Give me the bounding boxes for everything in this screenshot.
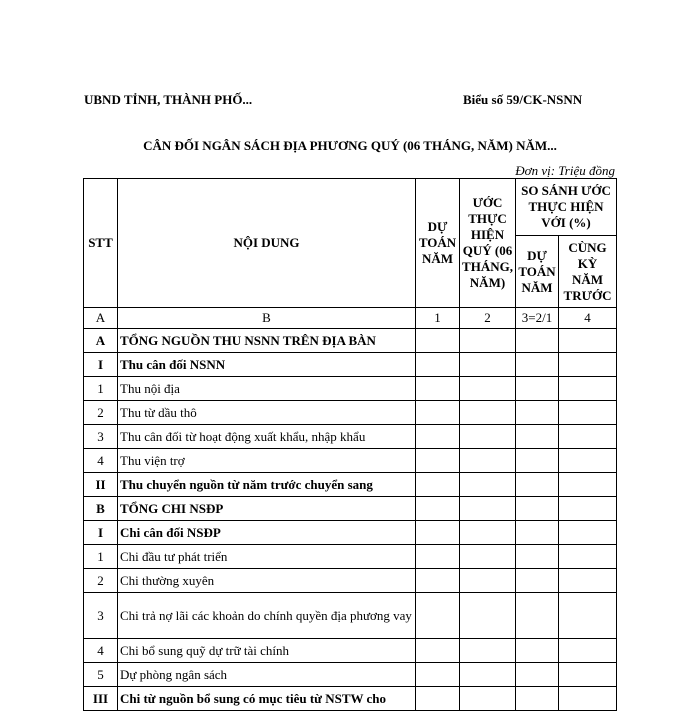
value-uoc-thuc-hien xyxy=(460,449,516,473)
value-du-toan-nam xyxy=(416,377,460,401)
value-du-toan-nam xyxy=(416,545,460,569)
value-so-sanh-cung-ky xyxy=(559,497,617,521)
value-so-sanh-du-toan xyxy=(516,593,559,639)
row-stt: 4 xyxy=(84,639,118,663)
row-stt: I xyxy=(84,521,118,545)
value-so-sanh-du-toan xyxy=(516,425,559,449)
value-du-toan-nam xyxy=(416,401,460,425)
table-row xyxy=(84,497,617,521)
header-uoc-thuc-hien: ƯỚC THỰC HIỆN QUÝ (06 THÁNG, NĂM) xyxy=(460,179,516,308)
value-du-toan-nam xyxy=(416,521,460,545)
value-uoc-thuc-hien xyxy=(460,663,516,687)
header-so-sanh-cung-ky: CÙNG KỲ NĂM TRƯỚC xyxy=(559,236,617,308)
value-uoc-thuc-hien xyxy=(460,401,516,425)
value-du-toan-nam xyxy=(416,425,460,449)
value-so-sanh-cung-ky xyxy=(559,425,617,449)
table-row xyxy=(84,353,617,377)
value-so-sanh-cung-ky xyxy=(559,593,617,639)
row-stt: 2 xyxy=(84,569,118,593)
table-row xyxy=(84,687,617,711)
row-stt: B xyxy=(84,497,118,521)
value-so-sanh-cung-ky xyxy=(559,353,617,377)
table-row xyxy=(84,377,617,401)
row-stt: 3 xyxy=(84,593,118,639)
value-du-toan-nam xyxy=(416,473,460,497)
row-content: Chi cân đối NSĐP xyxy=(118,521,416,545)
table-row xyxy=(84,521,617,545)
row-stt: III xyxy=(84,687,118,711)
header-du-toan-nam: DỰ TOÁN NĂM xyxy=(416,179,460,308)
column-index: 1 xyxy=(416,308,460,329)
row-content: TỔNG NGUỒN THU NSNN TRÊN ĐỊA BÀN xyxy=(118,329,416,353)
row-content: Chi từ nguồn bổ sung có mục tiêu từ NSTW cho xyxy=(118,687,416,711)
value-uoc-thuc-hien xyxy=(460,377,516,401)
header-so-sanh: SO SÁNH ƯỚC THỰC HIỆN VỚI (%) xyxy=(516,179,617,236)
value-so-sanh-du-toan xyxy=(516,329,559,353)
value-so-sanh-cung-ky xyxy=(559,473,617,497)
table-row xyxy=(84,639,617,663)
row-stt: II xyxy=(84,473,118,497)
value-du-toan-nam xyxy=(416,353,460,377)
row-stt: 3 xyxy=(84,425,118,449)
value-so-sanh-du-toan xyxy=(516,497,559,521)
value-so-sanh-du-toan xyxy=(516,377,559,401)
value-so-sanh-du-toan xyxy=(516,449,559,473)
value-uoc-thuc-hien xyxy=(460,569,516,593)
table-row xyxy=(84,449,617,473)
row-stt: 1 xyxy=(84,545,118,569)
row-stt: 4 xyxy=(84,449,118,473)
value-du-toan-nam xyxy=(416,449,460,473)
row-content: Dự phòng ngân sách xyxy=(118,663,416,687)
row-content: Thu cân đối NSNN xyxy=(118,353,416,377)
column-index: 2 xyxy=(460,308,516,329)
value-uoc-thuc-hien xyxy=(460,639,516,663)
form-number: Biểu số 59/CK-NSNN xyxy=(463,92,583,107)
value-uoc-thuc-hien xyxy=(460,425,516,449)
value-so-sanh-du-toan xyxy=(516,569,559,593)
table-row xyxy=(84,545,617,569)
value-so-sanh-cung-ky xyxy=(559,521,617,545)
row-content: Thu chuyển nguồn từ năm trước chuyển sang xyxy=(118,473,416,497)
budget-table xyxy=(83,178,617,711)
value-uoc-thuc-hien xyxy=(460,497,516,521)
value-so-sanh-cung-ky xyxy=(559,401,617,425)
table-row xyxy=(84,663,617,687)
header-so-sanh-du-toan: DỰ TOÁN NĂM xyxy=(516,236,559,308)
row-content: Thu từ dầu thô xyxy=(118,401,416,425)
column-index: B xyxy=(118,308,416,329)
value-uoc-thuc-hien xyxy=(460,329,516,353)
value-du-toan-nam xyxy=(416,687,460,711)
value-uoc-thuc-hien xyxy=(460,687,516,711)
value-so-sanh-cung-ky xyxy=(559,687,617,711)
value-so-sanh-cung-ky xyxy=(559,639,617,663)
document-title: CÂN ĐỐI NGÂN SÁCH ĐỊA PHƯƠNG QUÝ (06 THÁNG, NĂM) NĂM... xyxy=(143,138,557,153)
value-so-sanh-du-toan xyxy=(516,545,559,569)
header-stt: STT xyxy=(84,179,118,308)
row-content: Thu cân đối từ hoạt động xuất khẩu, nhập khẩu xyxy=(118,425,416,449)
column-index: 4 xyxy=(559,308,617,329)
value-so-sanh-cung-ky xyxy=(559,663,617,687)
row-stt: 5 xyxy=(84,663,118,687)
header-content: NỘI DUNG xyxy=(118,179,416,308)
table-row xyxy=(84,473,617,497)
row-content: Chi thường xuyên xyxy=(118,569,416,593)
value-uoc-thuc-hien xyxy=(460,521,516,545)
row-content: TỔNG CHI NSĐP xyxy=(118,497,416,521)
value-uoc-thuc-hien xyxy=(460,473,516,497)
value-du-toan-nam xyxy=(416,569,460,593)
table-row xyxy=(84,593,617,639)
value-uoc-thuc-hien xyxy=(460,593,516,639)
row-stt: 2 xyxy=(84,401,118,425)
column-index-row xyxy=(84,308,617,329)
row-stt: I xyxy=(84,353,118,377)
table-row xyxy=(84,401,617,425)
value-uoc-thuc-hien xyxy=(460,545,516,569)
value-so-sanh-du-toan xyxy=(516,401,559,425)
unit-label: Đơn vị: Triệu đồng xyxy=(515,163,615,178)
value-so-sanh-du-toan xyxy=(516,353,559,377)
value-so-sanh-du-toan xyxy=(516,687,559,711)
table-row xyxy=(84,425,617,449)
value-so-sanh-cung-ky xyxy=(559,449,617,473)
table-row xyxy=(84,569,617,593)
column-index: 3=2/1 xyxy=(516,308,559,329)
value-so-sanh-cung-ky xyxy=(559,377,617,401)
value-uoc-thuc-hien xyxy=(460,353,516,377)
row-content: Chi trả nợ lãi các khoản do chính quyền địa phương vay xyxy=(118,593,416,639)
value-du-toan-nam xyxy=(416,593,460,639)
value-so-sanh-du-toan xyxy=(516,521,559,545)
value-so-sanh-du-toan xyxy=(516,663,559,687)
table-row xyxy=(84,329,617,353)
row-stt: A xyxy=(84,329,118,353)
value-du-toan-nam xyxy=(416,329,460,353)
value-so-sanh-cung-ky xyxy=(559,329,617,353)
value-so-sanh-du-toan xyxy=(516,473,559,497)
row-content: Chi bổ sung quỹ dự trữ tài chính xyxy=(118,639,416,663)
column-index: A xyxy=(84,308,118,329)
value-du-toan-nam xyxy=(416,497,460,521)
row-content: Thu viện trợ xyxy=(118,449,416,473)
value-so-sanh-cung-ky xyxy=(559,545,617,569)
row-content: Thu nội địa xyxy=(118,377,416,401)
value-so-sanh-du-toan xyxy=(516,639,559,663)
row-content: Chi đầu tư phát triển xyxy=(118,545,416,569)
agency-header: UBND TỈNH, THÀNH PHỐ... xyxy=(84,92,253,107)
value-so-sanh-cung-ky xyxy=(559,569,617,593)
value-du-toan-nam xyxy=(416,639,460,663)
value-du-toan-nam xyxy=(416,663,460,687)
row-stt: 1 xyxy=(84,377,118,401)
